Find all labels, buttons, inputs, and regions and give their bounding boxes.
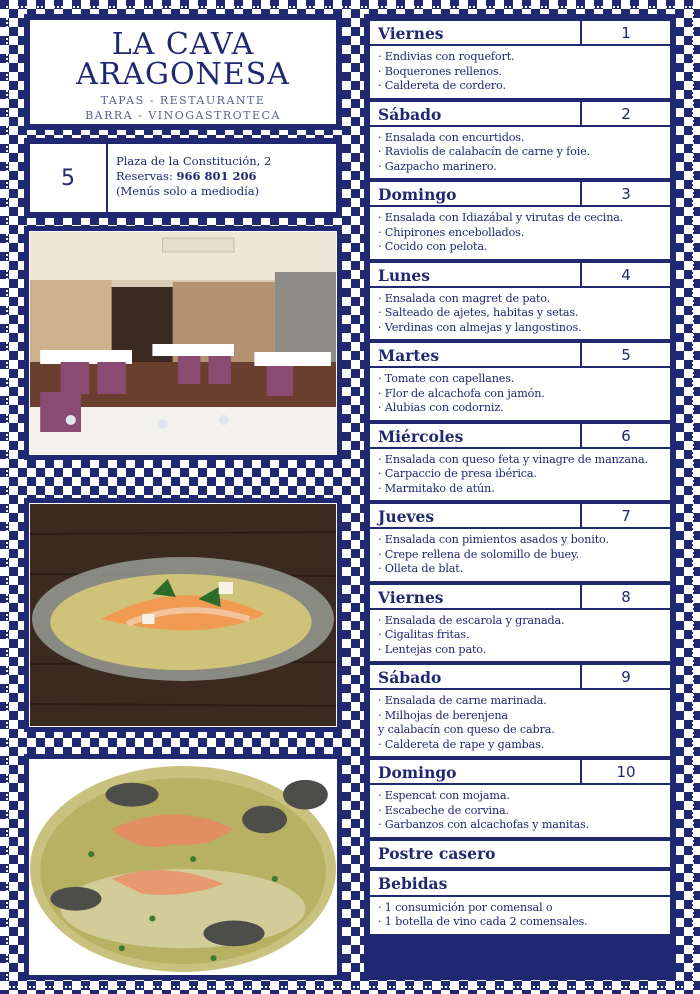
day-name: Sábado [370, 102, 582, 125]
day-date: 7 [621, 507, 631, 525]
dish-item: · Ensalada con magret de pato. [378, 291, 551, 305]
menu-day [370, 585, 670, 662]
dish-list [370, 785, 670, 837]
day-name: Miércoles [370, 424, 582, 447]
day-header [370, 665, 670, 690]
menu-day [370, 21, 670, 98]
logo [29, 19, 337, 125]
menu-days [370, 21, 670, 837]
dish-item: · Gazpacho marinero. [378, 159, 497, 173]
drinks-title: Bebidas [370, 871, 670, 897]
tagline-2: BARRA - VINOGASTROTECA [85, 109, 281, 122]
dish-list [370, 46, 670, 98]
info-panel [24, 138, 342, 218]
dish-item: · Marmitako de atún. [378, 481, 495, 495]
dish-item: · Lentejas con pato. [378, 642, 487, 656]
dish-item: · Milhojas de berenjena y calabacín con queso de cabra. [378, 708, 555, 736]
dish-item: · Ensalada con encurtidos. [378, 130, 525, 144]
dish-item: · Chipirones encebollados. [378, 225, 525, 239]
dish-item: · Olleta de blat. [378, 562, 464, 575]
menu-day [370, 102, 670, 179]
menu-day [370, 665, 670, 756]
day-header [370, 424, 670, 449]
day-header [370, 504, 670, 529]
day-header [370, 760, 670, 785]
menu-day [370, 343, 670, 420]
menu-day [370, 424, 670, 501]
info-box [29, 143, 337, 213]
day-date: 9 [621, 668, 631, 686]
drinks-section [370, 871, 670, 934]
day-date: 6 [621, 426, 631, 445]
week-number: 5 [30, 144, 108, 212]
dish-item: · Ensalada con queso feta y vinagre de manzana. [378, 452, 648, 466]
restaurant-name-line1: LA CAVA [111, 27, 255, 62]
menu-day [370, 263, 670, 340]
dish-item: · Carpaccio de presa ibérica. [378, 467, 537, 480]
day-date: 4 [621, 265, 631, 284]
day-header [370, 21, 670, 46]
dish-item: · Ensalada con Idiazábal y virutas de cecina. [378, 211, 624, 224]
dish-list [370, 368, 670, 420]
menu-day [370, 504, 670, 581]
dish-item: · Garbanzos con alcachofas y manitas. [378, 818, 590, 831]
reservations-line [116, 169, 271, 184]
dish-item: · Cocido con pelota. [378, 240, 488, 253]
photo-seafood-stew [24, 754, 342, 980]
dish-item: · Ensalada de carne marinada. [378, 694, 547, 707]
dining-room-illustration [30, 232, 336, 454]
dish-item: · Boquerones rellenos. [378, 64, 502, 78]
day-name: Viernes [370, 585, 582, 608]
dish-item: · Escabeche de corvina. [378, 803, 509, 817]
dish-item: · Ensalada de escarola y granada. [378, 613, 565, 627]
seafood-stew-image [29, 759, 337, 975]
dish-item: · Verdinas con almejas y langostinos. [378, 320, 582, 334]
dish-list [370, 529, 670, 581]
day-header [370, 343, 670, 368]
photo-fish-dish [24, 498, 342, 732]
phone-number[interactable]: 966 801 206 [176, 169, 257, 183]
dish-list [370, 449, 670, 501]
lunch-note: (Menús solo a mediodía) [116, 184, 260, 198]
drink-item: · 1 botella de vino cada 2 comensales. [378, 915, 588, 928]
dish-list [370, 127, 670, 179]
day-name: Viernes [370, 21, 582, 44]
day-name: Martes [370, 343, 582, 366]
day-date: 8 [621, 587, 631, 606]
dish-list [370, 288, 670, 340]
drink-item: · 1 consumición por comensal o [378, 900, 553, 914]
day-name: Domingo [370, 760, 582, 783]
left-column [24, 14, 342, 980]
address: Plaza de la Constitución, 2 [116, 154, 272, 168]
dish-item: · Cigalitas fritas. [378, 628, 470, 641]
seafood-stew-illustration [30, 760, 336, 974]
day-name: Sábado [370, 665, 582, 688]
day-header [370, 102, 670, 127]
menu-day [370, 182, 670, 259]
contact-info [108, 144, 271, 212]
dish-list [370, 207, 670, 259]
day-date: 10 [616, 763, 636, 781]
dish-item: · Crepe rellena de solomillo de buey. [378, 547, 580, 561]
dining-room-image [29, 231, 337, 455]
dish-item: · Alubias con codorniz. [378, 401, 504, 414]
dish-item: · Flor de alcachofa con jamón. [378, 386, 545, 400]
fish-dish-illustration [30, 504, 336, 726]
day-header [370, 182, 670, 207]
tagline-1: TAPAS - RESTAURANTE [100, 94, 266, 107]
logo-panel [24, 14, 342, 130]
weekly-menu [364, 14, 676, 980]
fish-dish-image [29, 503, 337, 727]
dish-item: · Caldereta de rape y gambas. [378, 737, 545, 751]
day-name: Lunes [370, 263, 582, 286]
dish-item: · Caldereta de cordero. [378, 79, 506, 92]
day-name: Jueves [370, 504, 582, 527]
day-date: 3 [621, 185, 631, 203]
dessert-label: Postre casero [370, 841, 670, 867]
dish-list [370, 690, 670, 756]
dish-list [370, 610, 670, 662]
menu-day [370, 760, 670, 837]
drinks-list [370, 897, 670, 934]
dish-item: · Espencat con mojama. [378, 789, 510, 802]
reservations-label: Reservas: [116, 169, 173, 183]
photo-dining-room [24, 226, 342, 460]
day-date: 5 [621, 346, 631, 364]
dish-item: · Ensalada con pimientos asados y bonito. [378, 533, 609, 546]
day-date: 2 [621, 104, 631, 123]
dish-item: · Tomate con capellanes. [378, 372, 515, 385]
day-date: 1 [621, 24, 631, 42]
dish-item: · Raviolis de calabacín de carne y foie. [378, 145, 591, 158]
day-header [370, 263, 670, 288]
day-header [370, 585, 670, 610]
day-name: Domingo [370, 182, 582, 205]
dish-item: · Endivias con roquefort. [378, 50, 515, 63]
dish-item: · Salteado de ajetes, habitas y setas. [378, 306, 579, 319]
restaurant-name-line2: ARAGONESA [76, 57, 290, 92]
